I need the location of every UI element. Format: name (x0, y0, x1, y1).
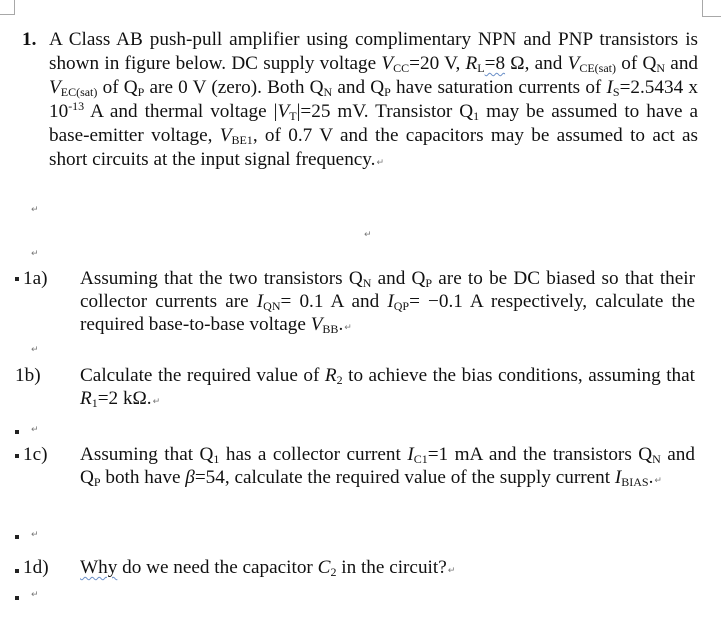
text-run: V (277, 101, 290, 122)
paragraph-mark: ↵ (31, 249, 39, 259)
text-run: 2 (336, 373, 343, 387)
text-run: =54, calculate the required value of the supply current (194, 467, 615, 488)
list-bullet (15, 430, 19, 434)
text-run: and (529, 53, 568, 74)
paragraph-mark: ↵ (344, 323, 352, 333)
text-run: A Class AB push-pull amplifier using complimentary NPN and PNP transistors is shown in figure below. DC supply voltage (49, 29, 698, 74)
text-run: P (93, 475, 101, 489)
text-run: of Q (616, 53, 657, 74)
text-run: QN (263, 299, 281, 313)
text-run: EC(sat) (60, 85, 98, 99)
paragraph-mark: ↵ (31, 530, 39, 540)
subquestion-1a (15, 267, 695, 340)
text-run: N (323, 85, 333, 99)
question-number: 1. (22, 29, 37, 50)
text-run: I (407, 444, 414, 465)
text-run: |=25 mV. Transistor Q (296, 101, 474, 122)
subquestion-1b (15, 364, 695, 414)
text-run: I (256, 291, 264, 312)
text-run: , of 0.7 V and the capacitors may be assumed to act as short circuits at the input signal frequency. (49, 125, 698, 170)
paragraph-mark: ↵ (376, 158, 384, 168)
question-text (49, 28, 698, 175)
text-run: Assuming that the two transistors Q (80, 268, 363, 289)
text-run: . (338, 314, 344, 335)
text-run: N (652, 452, 661, 466)
text-run: I (606, 77, 613, 98)
text-run: Ω, (505, 53, 530, 74)
question-1 (22, 28, 698, 175)
text-run: do we need the capacitor (117, 557, 318, 578)
text-run: have saturation currents of (390, 77, 607, 98)
text-run: BE1 (231, 133, 253, 147)
paragraph-mark: ↵ (31, 590, 39, 600)
text-run: R (80, 388, 92, 409)
text-run: =2 kΩ. (97, 388, 152, 409)
list-bullet (15, 535, 19, 539)
text-run: and (665, 53, 699, 74)
text-run: V (219, 125, 232, 146)
text-run: L (477, 61, 485, 75)
paragraph-mark: ↵ (364, 230, 372, 240)
text-run: has a collector current (219, 444, 408, 465)
list-bullet (15, 596, 19, 600)
text-run: to achieve the bias conditions, assuming that (342, 365, 695, 386)
subquestion-label: 1c) (23, 444, 48, 465)
text-run: =1 mA and the transistors Q (427, 444, 653, 465)
text-run: β (185, 467, 195, 488)
text-run: V (381, 53, 394, 74)
text-run: I (387, 291, 394, 312)
subquestion-label: 1d) (23, 557, 49, 578)
text-run: P (384, 85, 391, 99)
text-run: C1 (413, 452, 428, 466)
subquestion-text (80, 267, 695, 340)
text-run: T (289, 109, 297, 123)
text-run: N (362, 276, 372, 290)
paragraph-mark: ↵ (447, 566, 456, 576)
text-run: 2 (330, 565, 337, 579)
text-run: BIAS (621, 475, 649, 489)
paragraph-mark: ↵ (654, 476, 662, 486)
text-run: are 0 V (zero). Both Q (144, 77, 324, 98)
text-run: are to be DC biased so that their collector currents are (80, 268, 695, 312)
text-run: and Q (371, 268, 426, 289)
text-run: R (324, 365, 337, 386)
text-run: N (656, 61, 666, 75)
text-run: =20 V, (409, 53, 466, 74)
text-run: V (310, 314, 323, 335)
paragraph-mark: ↵ (31, 425, 39, 435)
text-run: I (614, 467, 622, 488)
text-run: of Q (97, 77, 138, 98)
text-run: = −0.1 A respectively, calculate the required base-to-base voltage (80, 291, 695, 335)
text-run: both have (100, 467, 186, 488)
subquestion-text (80, 443, 695, 493)
text-run: S (612, 85, 620, 99)
paragraph-mark: ↵ (31, 345, 39, 355)
text-run: QP (393, 299, 410, 313)
subquestion-1d (15, 556, 695, 583)
text-run: may be assumed to have a base-emitter voltage, (49, 101, 698, 146)
subquestion-text (80, 556, 695, 583)
paragraph-mark: ↵ (152, 397, 161, 407)
text-run: BB (322, 322, 339, 336)
text-run: . (648, 467, 654, 488)
text-run: C (317, 557, 331, 578)
text-run: and Q (80, 444, 695, 488)
text-run: V (49, 77, 61, 98)
text-run: = 0.1 A and (280, 291, 388, 312)
page-corner-mark-right (702, 0, 721, 17)
subquestion-text (80, 364, 695, 414)
subquestion-1c (15, 443, 695, 493)
text-run: 1 (473, 109, 480, 123)
text-run: and Q (332, 77, 385, 98)
text-run: R (465, 53, 478, 74)
paragraph-mark: ↵ (31, 205, 39, 215)
text-run: in the circuit? (336, 557, 447, 578)
text-run: A and thermal voltage | (84, 101, 278, 122)
subquestion-label: 1a) (23, 268, 48, 289)
text-run: Calculate the required value of (80, 365, 325, 386)
text-run: CC (393, 61, 410, 75)
text-run: =2.5434 x 10 (49, 77, 698, 122)
text-run: V (567, 53, 580, 74)
text-run: -13 (68, 99, 85, 113)
page-corner-mark-left (0, 0, 15, 15)
subquestion-label: 1b) (15, 365, 41, 386)
text-run: Why (80, 557, 118, 578)
text-run: Assuming that Q (80, 444, 214, 465)
text-run: 1 (91, 396, 98, 410)
text-run: CE(sat) (579, 61, 616, 75)
text-run: P (425, 276, 433, 290)
text-run: 1 (213, 452, 220, 466)
text-run: =8 (484, 53, 506, 74)
text-run: P (137, 85, 145, 99)
